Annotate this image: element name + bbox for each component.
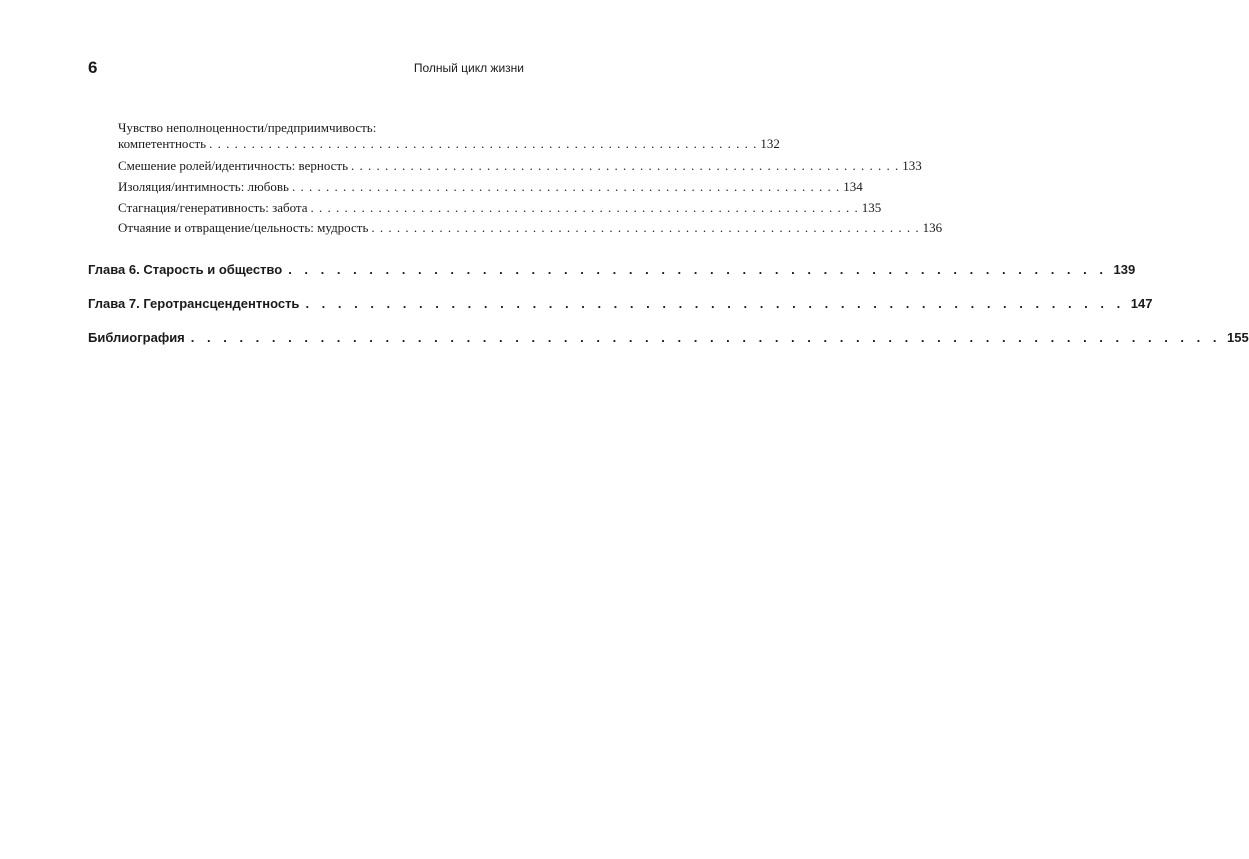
toc-chapter-page: 139 (1113, 262, 1136, 277)
toc-bibliography[interactable] (88, 330, 1249, 346)
toc-entry-title: компетентность (118, 136, 207, 151)
leader-dots: . . . . . . . . . . . . . . . . . . . . . . . . . . . . . . . . . . . . . . . . . . . . . . . . . . . (288, 262, 1108, 277)
leader-dots: . . . . . . . . . . . . . . . . . . . . . . . . . . . . . . . . . . . . . . . . . . . . . . . . . . . (305, 296, 1125, 311)
toc-chapter-title: Глава 7. Геротрансцендентность (88, 296, 300, 311)
toc-entry-page: 133 (902, 158, 922, 173)
toc-chapter-6[interactable] (88, 262, 1136, 278)
toc-entry-title: Изоляция/интимность: любовь (118, 179, 289, 194)
running-head: Полный цикл жизни (413, 61, 524, 75)
toc-chapter-title: Глава 6. Старость и общество (88, 262, 283, 277)
toc-entry-page: 136 (922, 220, 943, 235)
toc-chapter-7[interactable] (88, 296, 1153, 312)
leader-dots: . . . . . . . . . . . . . . . . . . . . . . . . . . . . . . . . . . . . . . . . . . . . . . . . . . . . . . . . . . . . . . . . . (310, 200, 859, 215)
toc-chapter-title: Библиография (88, 330, 185, 345)
toc-entry-competence[interactable] (118, 120, 780, 152)
toc-entry-title: Отчаяние и отвращение/цельность: мудрость (118, 220, 369, 235)
toc-chapter-page: 155 (1226, 330, 1249, 345)
toc-chapter-page: 147 (1130, 296, 1153, 311)
toc-entry-page: 132 (760, 136, 780, 151)
toc-entry-title: Смешение ролей/идентичность: верность (118, 158, 349, 173)
toc-entry-title: Стагнация/генеративность: забота (118, 200, 308, 215)
leader-dots: . . . . . . . . . . . . . . . . . . . . . . . . . . . . . . . . . . . . . . . . . . . . . . . . . . . . . . . . . . . . . . . . . (209, 136, 758, 151)
leader-dots: . . . . . . . . . . . . . . . . . . . . . . . . . . . . . . . . . . . . . . . . . . . . . . . . . . . . . . . . . . . . . . . . . (291, 179, 841, 194)
toc-entry-page: 135 (861, 200, 882, 215)
toc-entry-title-line1: Чувство неполноценности/предприимчивость: (118, 120, 377, 135)
leader-dots: . . . . . . . . . . . . . . . . . . . . . . . . . . . . . . . . . . . . . . . . . . . . . . . . . . . . . . . . . . . . . . . . . (371, 220, 920, 235)
leader-dots: . . . . . . . . . . . . . . . . . . . . . . . . . . . . . . . . . . . . . . . . . . . . . . . . . . . . . . . . . . . . . . . . (190, 330, 1221, 345)
toc-entry-care[interactable] (118, 200, 882, 216)
toc-entry-love[interactable] (118, 179, 863, 195)
page-number: 6 (88, 58, 98, 77)
toc-entry-page: 134 (843, 179, 863, 194)
toc-entry-fidelity[interactable] (118, 158, 922, 174)
toc-entry-wisdom[interactable] (118, 220, 943, 236)
leader-dots: . . . . . . . . . . . . . . . . . . . . . . . . . . . . . . . . . . . . . . . . . . . . . . . . . . . . . . . . . . . . . . . . . (351, 158, 900, 173)
